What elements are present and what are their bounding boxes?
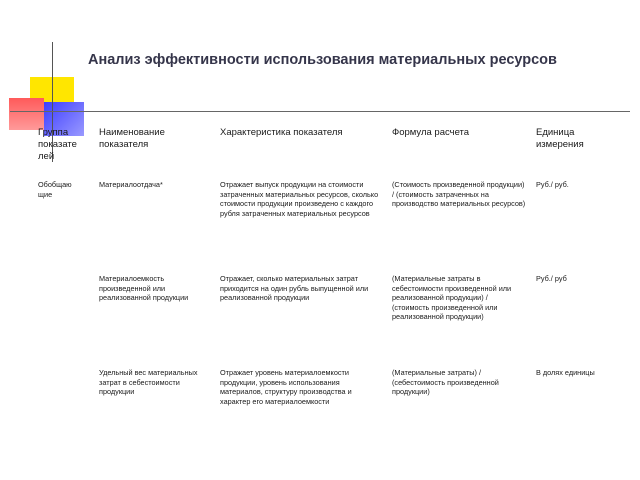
header-unit: Единица измерения [536, 127, 584, 150]
decor-red-square [9, 98, 44, 130]
row1-characteristic: Отражает выпуск продукции на стоимости затраченных материальных ресурсов, сколько стоимости продукции произведено с каждого рубля затраченных материальных ресурсов [220, 180, 379, 218]
row3-name: Удельный вес материальных затрат в себестоимости продукции [99, 368, 198, 397]
header-group: Группа показате лей [38, 127, 77, 162]
row2-name: Материалоемкость произведенной или реализованной продукции [99, 274, 189, 303]
header-characteristic: Характеристика показателя [220, 127, 343, 138]
slide-title: Анализ эффективности использования материальных ресурсов [88, 52, 557, 68]
row2-formula: (Материальные затраты в себестоимости произведенной или реализованной продукции) / (стоимость произведенной или реализованной продукции) [392, 274, 512, 322]
header-formula: Формула расчета [392, 127, 470, 138]
row2-characteristic: Отражает, сколько материальных затрат приходится на один рубль выпущенной или реализованной продукции [220, 274, 369, 303]
row3-unit: В долях единицы [536, 368, 595, 377]
row1-unit: Руб./ руб. [536, 180, 569, 189]
row3-characteristic: Отражает уровень материалоемкости продукции, уровень использования материалов, структуру производства и характер его материалоемкости [220, 368, 352, 406]
header-name: Наименование показателя [99, 127, 165, 150]
row2-unit: Руб./ руб [536, 274, 567, 283]
row1-formula: (Стоимость произведенной продукции) / (стоимость затраченных на производство материальных ресурсов) [392, 180, 526, 209]
decor-horizontal-line [10, 111, 630, 112]
row3-formula: (Материальные затраты) / (себестоимость произведенной продукции) [392, 368, 499, 397]
row1-group: Обобщаю щие [38, 180, 72, 199]
row1-name: Материалоотдача* [99, 180, 163, 189]
